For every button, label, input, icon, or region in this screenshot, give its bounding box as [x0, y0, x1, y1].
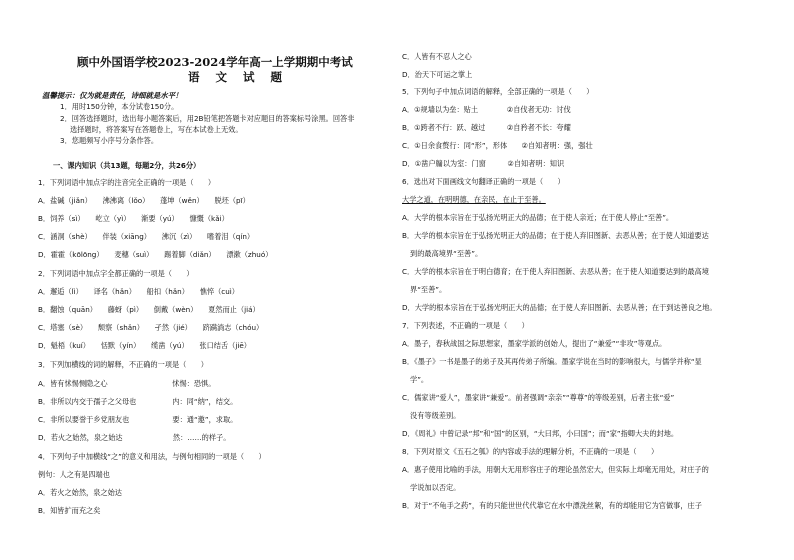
- text-line: D．若火之始然，泉之始达 然：……的样子。: [38, 433, 231, 442]
- text-line: D．霍霍（kōlōng） 麦穗（suì） 踢着脚（diǎn） 漂漱（zhuó）: [38, 250, 273, 259]
- text-line: 界“至善”。: [410, 285, 447, 294]
- text-line: 4．下列句子中加横线“之”的意义和用法，与例句相同的一项是（ ）: [38, 452, 266, 461]
- text-line: C．儒家讲“爱人”，墨家讲“兼爱”。前者强调“亲亲”“尊尊”的等级差别，后者主张“爱”: [402, 393, 675, 402]
- text-line: 2．下列词语中加点字全都正确的一项是（ ）: [38, 269, 194, 278]
- text-line: C．大学的根本宗旨在于明白德育；在于使人弃旧图新、去恶从善；在于使人知道要达到的最高境: [402, 267, 709, 276]
- text-line: 一、课内知识（共13题，每题2分，共26分）: [53, 161, 201, 170]
- text-line: A．大学的根本宗旨在于弘扬光明正大的品德；在于使人亲近；在于使人停止“至善”。: [402, 213, 674, 222]
- text-line: 8．下列对原文《五石之瓠》的内容或手法的理解分析，不正确的一项是（ ）: [402, 447, 659, 456]
- text-line: B．翻蚀（quān） 藤蚜（pì） 倒戴（wèn） 夏然而止（jiá）: [38, 305, 260, 314]
- text-line: A．①规墙以为垒：贴土 ②自伐者无功：讨伐: [402, 105, 571, 114]
- text-line: B．①跨者不行：跃、越过 ②自矜者不长：夸耀: [402, 123, 571, 132]
- exam-title: 顾中外国语学校2023-2024学年高一上学期期中考试: [77, 55, 353, 69]
- text-line: D．大学的根本宗旨在于弘扬光明正大的品德；在于使人弃旧图新、去恶从善；在于到达善良之地。: [402, 303, 717, 312]
- text-line: A．若火之始然，泉之始达: [38, 488, 122, 497]
- text-line: B．大学的根本宗旨在于弘扬光明正大的品德；在于使人弃旧图新、去恶从善；在于使人知道要达: [402, 231, 709, 240]
- text-line: C．①日余食赘行：同“形”，形体 ②自知者明：强，强壮: [402, 141, 593, 150]
- text-line: 3．您题频写小序号分条作答。: [60, 136, 159, 145]
- text-line: A．盐碱（jiǎn） 沸沸离（lǒo） 蓬坤（wěn） 脱坯（pī）: [38, 196, 250, 205]
- text-line: B．非所以内交于孺子之父母也 内：同“纳”，结交。: [38, 397, 238, 406]
- text-line: A．惠子使用比喻的手法，用朝大无用形容庄子的理论虽然宏大，但实际上却毫无用处，对庄子的: [402, 465, 709, 474]
- text-line: 5．下列句子中加点词语的解释，全部正确的一项是（ ）: [402, 87, 594, 96]
- text-line: A．邂逅（lì） 译名（hǎn） 船扣（hǎn） 憔悴（cuì）: [38, 287, 239, 296]
- text-line: 7．下列表述，不正确的一项是（ ）: [402, 321, 529, 330]
- text-line: D．①凿户牖以为室：门窗 ②自知者明：知识: [402, 159, 565, 168]
- text-line: 2．回答选择题时，选出每小题答案后，用2B铅笔把答题卡对应题目的答案标号涂黑。回答非: [60, 114, 355, 123]
- text-line: 温馨提示：仅为就是责任，诗细就是水平！: [42, 91, 183, 100]
- text-line: C．人皆有不忍人之心: [402, 52, 472, 61]
- text-line: A．皆有怵惕恻隐之心 怵惕：恐惧。: [38, 379, 216, 388]
- text-line: A．墨子，春秋战国之际思想家，墨家学派的创始人，提出了“兼爱”“非攻”等观点。: [402, 339, 667, 348]
- text-line: D．魁梧（kuí） 恬默（yín） 缆凿（yú） 张口结舌（jiē）: [38, 341, 251, 350]
- text-line: 没有等级差别。: [410, 411, 461, 420]
- text-line: 学”。: [410, 375, 429, 384]
- text-line: 选择题时，将答案写在答题卷上，写在本试卷上无效。: [70, 125, 243, 134]
- exam-subtitle: 语 文 试 题: [188, 70, 289, 84]
- text-line: 3．下列加横线的词的解释，不正确的一项是（ ）: [38, 360, 208, 369]
- text-line: 学说加以否定。: [410, 483, 461, 492]
- text-line: D．《周礼》中曾记录“邦”和“国”的区别，“大曰邦，小曰国”；而“家”指卿大夫的封地。: [402, 429, 679, 438]
- text-line: C．涵洞（shè） 伴装（xiāng） 沸沉（zì） 嗜着泪（qín）: [38, 232, 255, 241]
- text-line: B．对于“不龟手之药”，有的只能世世代代靠它在水中漂洗丝絮，有的却能用它为官做事，庄子: [402, 501, 702, 510]
- text-line: D．治天下可运之掌上: [402, 70, 473, 79]
- text-line: 大学之道，在明明德，在亲民，在止于至善。: [402, 195, 546, 204]
- text-line: 6．选出对下面画线文句翻译正确的一项是（ ）: [402, 177, 565, 186]
- text-line: B．《墨子》一书是墨子的弟子及其再传弟子所编。墨家学说在当时的影响很大，与儒学并称“显: [402, 357, 702, 366]
- text-line: C．塔塞（sè） 颓察（shǎn） 孑然（jié） 跻蹒淌志（chóu）: [38, 323, 264, 332]
- text-line: C．非所以要誉于乡党朋友也 要：通“邀”，求取。: [38, 415, 238, 424]
- text-line: 例句：人之有是四端也: [38, 470, 110, 479]
- text-line: 1．下列词语中加点字的注音完全正确的一项是（ ）: [38, 178, 216, 187]
- text-line: B．饲养（sì） 屹立（yì） 渐要（yú） 慷慨（kǎi）: [38, 214, 229, 223]
- text-line: 1．用时150分钟，本分试卷150分。: [60, 102, 179, 111]
- text-line: B．知皆扩而充之矣: [38, 506, 101, 515]
- text-line: 到的最高境界“至善”。: [410, 249, 483, 258]
